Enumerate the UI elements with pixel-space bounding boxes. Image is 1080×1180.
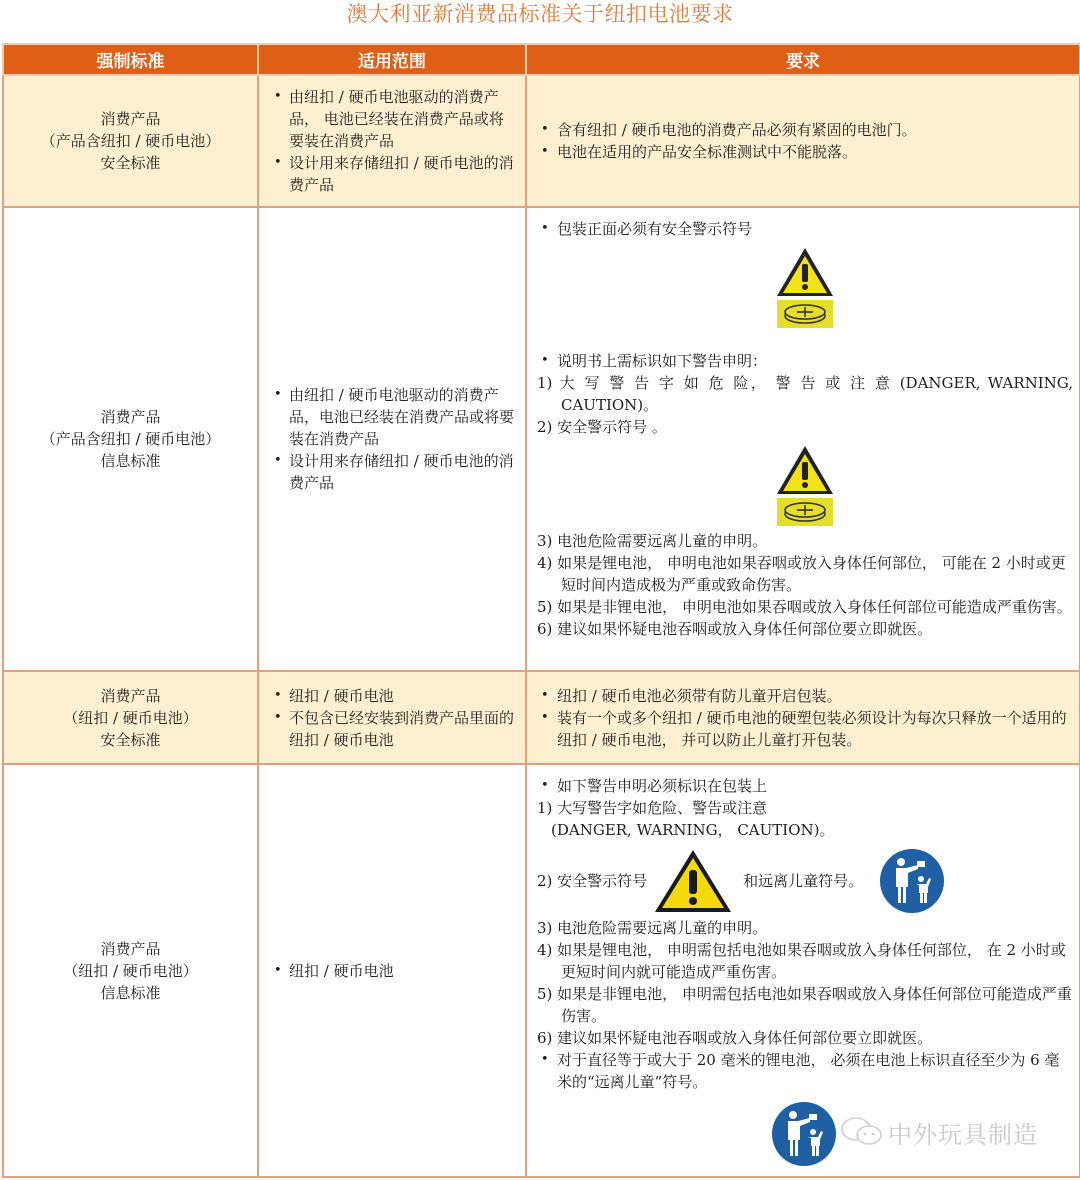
header-scope: 适用范围	[258, 44, 526, 75]
requirement-item: • 说明书上需标识如下警告申明：	[537, 350, 1073, 372]
scope-item: • 纽扣 / 硬币电池	[271, 960, 515, 982]
scope-item: • 设计用来存储纽扣 / 硬币电池的消费产品	[271, 450, 515, 494]
standard-line: 消费产品	[100, 939, 161, 958]
requirement-numbered-item: 4) 如果是锂电池， 申明电池如果吞咽或放入身体任何部位， 可能在 2 小时或更短时间内造成极为严重或致命伤害。	[537, 554, 1066, 594]
standard-cell	[3, 75, 258, 207]
requirements-cell	[526, 75, 1080, 207]
symbol-label: 2) 安全警示符号	[537, 872, 648, 890]
battery-warning-icon	[775, 444, 835, 528]
header-mandatory-standard: 强制标准	[3, 44, 258, 75]
scope-cell	[258, 764, 526, 1177]
table-header-row	[3, 44, 1080, 75]
requirement-numbered-item-cont: (DANGER, WARNING， CAUTION)。	[551, 821, 835, 839]
standard-line: 安全标准	[100, 730, 161, 749]
scope-list	[271, 960, 515, 982]
table-row	[3, 207, 1080, 671]
keep-away-from-children-icon	[771, 1101, 837, 1167]
standard-line: （纽扣 / 硬币电池）	[63, 708, 198, 727]
table-row	[3, 75, 1080, 207]
standard-line: 信息标准	[100, 983, 161, 1002]
requirement-numbered-item: 4) 如果是锂电池， 申明需包括电池如果吞咽或放入身体任何部位， 在 2 小时或更短时间内就可能造成严重伤害。	[537, 941, 1066, 981]
standard-line: 消费产品	[100, 408, 161, 426]
scope-list	[271, 685, 515, 751]
battery-standards-table	[2, 43, 1080, 1178]
battery-warning-icon	[537, 444, 1073, 528]
standard-cell	[3, 207, 258, 671]
header-requirements: 要求	[526, 44, 1080, 75]
requirement-numbered-item: 6) 建议如果怀疑电池吞咽或放入身体任何部位要立即就医。	[537, 1029, 933, 1047]
requirement-item: • 包装正面必须有安全警示符号	[537, 218, 1073, 240]
requirement-item: • 对于直径等于或大于 20 毫米的锂电池， 必须在电池上标识直径至少为 6 毫米的“远离儿童”符号。	[537, 1049, 1073, 1093]
scope-list	[271, 86, 515, 196]
scope-item: • 由纽扣 / 硬币电池驱动的消费产品， 电池已经装在消费产品或将要装在消费产品	[271, 86, 515, 152]
battery-warning-icon	[537, 246, 1073, 330]
standard-line: （产品含纽扣 / 硬币电池）	[40, 132, 221, 150]
standard-line: 消费产品	[100, 686, 161, 705]
battery-warning-icon	[775, 246, 835, 330]
page-title: 澳大利亚新消费品标准关于纽扣电池要求	[346, 2, 734, 26]
requirement-item: • 含有纽扣 / 硬币电池的消费产品必须有紧固的电池门。	[537, 119, 1073, 141]
requirement-numbered-item: 5) 如果是非锂电池， 申明电池如果吞咽或放入身体任何部位可能造成严重伤害。	[537, 598, 1072, 616]
standard-cell	[3, 671, 258, 764]
watermark-text: 中外玩具制造	[888, 1120, 1038, 1149]
requirement-numbered-item: 6) 建议如果怀疑电池吞咽或放入身体任何部位要立即就医。	[537, 620, 933, 638]
requirement-numbered-item: 3) 电池危险需要远离儿童的申明。	[537, 532, 768, 550]
requirement-numbered-item: 1) 大写警告字如危险、警告或注意	[537, 799, 768, 817]
scope-cell	[258, 671, 526, 764]
scope-item: • 设计用来存储纽扣 / 硬币电池的消费产品	[271, 152, 515, 196]
requirement-item: • 装有一个或多个纽扣 / 硬币电池的硬塑包装必须设计为每次只释放一个适用的纽扣 / 硬币电池， 并可以防止儿童打开包装。	[537, 707, 1073, 751]
standard-line: 安全标准	[100, 154, 161, 172]
standard-line: （产品含纽扣 / 硬币电池）	[40, 430, 221, 448]
requirement-numbered-item: 2) 安全警示符号 。	[537, 418, 667, 436]
scope-item: • 不包含已经安装到消费产品里面的纽扣 / 硬币电池	[271, 707, 515, 751]
warning-triangle-icon	[653, 848, 733, 914]
scope-cell	[258, 207, 526, 671]
requirement-numbered-item: 3) 电池危险需要远离儿童的申明。	[537, 919, 768, 937]
requirements-cell	[526, 207, 1080, 671]
requirement-item: • 电池在适用的产品安全标准测试中不能脱落。	[537, 141, 1073, 163]
standard-cell	[3, 764, 258, 1177]
requirement-numbered-item: 1) 大 写 警 告 字 如 危 险， 警 告 或 注 意 (DANGER, WARNING, CAUTION)。	[537, 374, 1073, 414]
standard-line: 消费产品	[100, 110, 161, 128]
symbol-label: 和远离儿童符号。	[743, 872, 864, 890]
wechat-icon	[840, 1116, 884, 1148]
scope-list	[271, 384, 515, 494]
requirement-item: • 纽扣 / 硬币电池必须带有防儿童开启包装。	[537, 685, 1073, 707]
standard-line: 信息标准	[100, 452, 161, 470]
requirement-numbered-item: 5) 如果是非锂电池， 申明需包括电池如果吞咽或放入身体任何部位可能造成严重伤害。	[537, 985, 1072, 1025]
scope-item: • 纽扣 / 硬币电池	[271, 685, 515, 707]
symbols-row	[537, 845, 1073, 917]
keep-away-from-children-icon	[879, 848, 945, 914]
scope-item: • 由纽扣 / 硬币电池驱动的消费产品，电池已经装在消费产品或将要装在消费产品	[271, 384, 515, 450]
table-row	[3, 671, 1080, 764]
scope-cell	[258, 75, 526, 207]
watermark	[840, 1114, 1038, 1150]
standard-line: （纽扣 / 硬币电池）	[63, 961, 198, 980]
requirement-item: • 如下警告申明必须标识在包装上	[537, 775, 1073, 797]
requirements-cell	[526, 671, 1080, 764]
